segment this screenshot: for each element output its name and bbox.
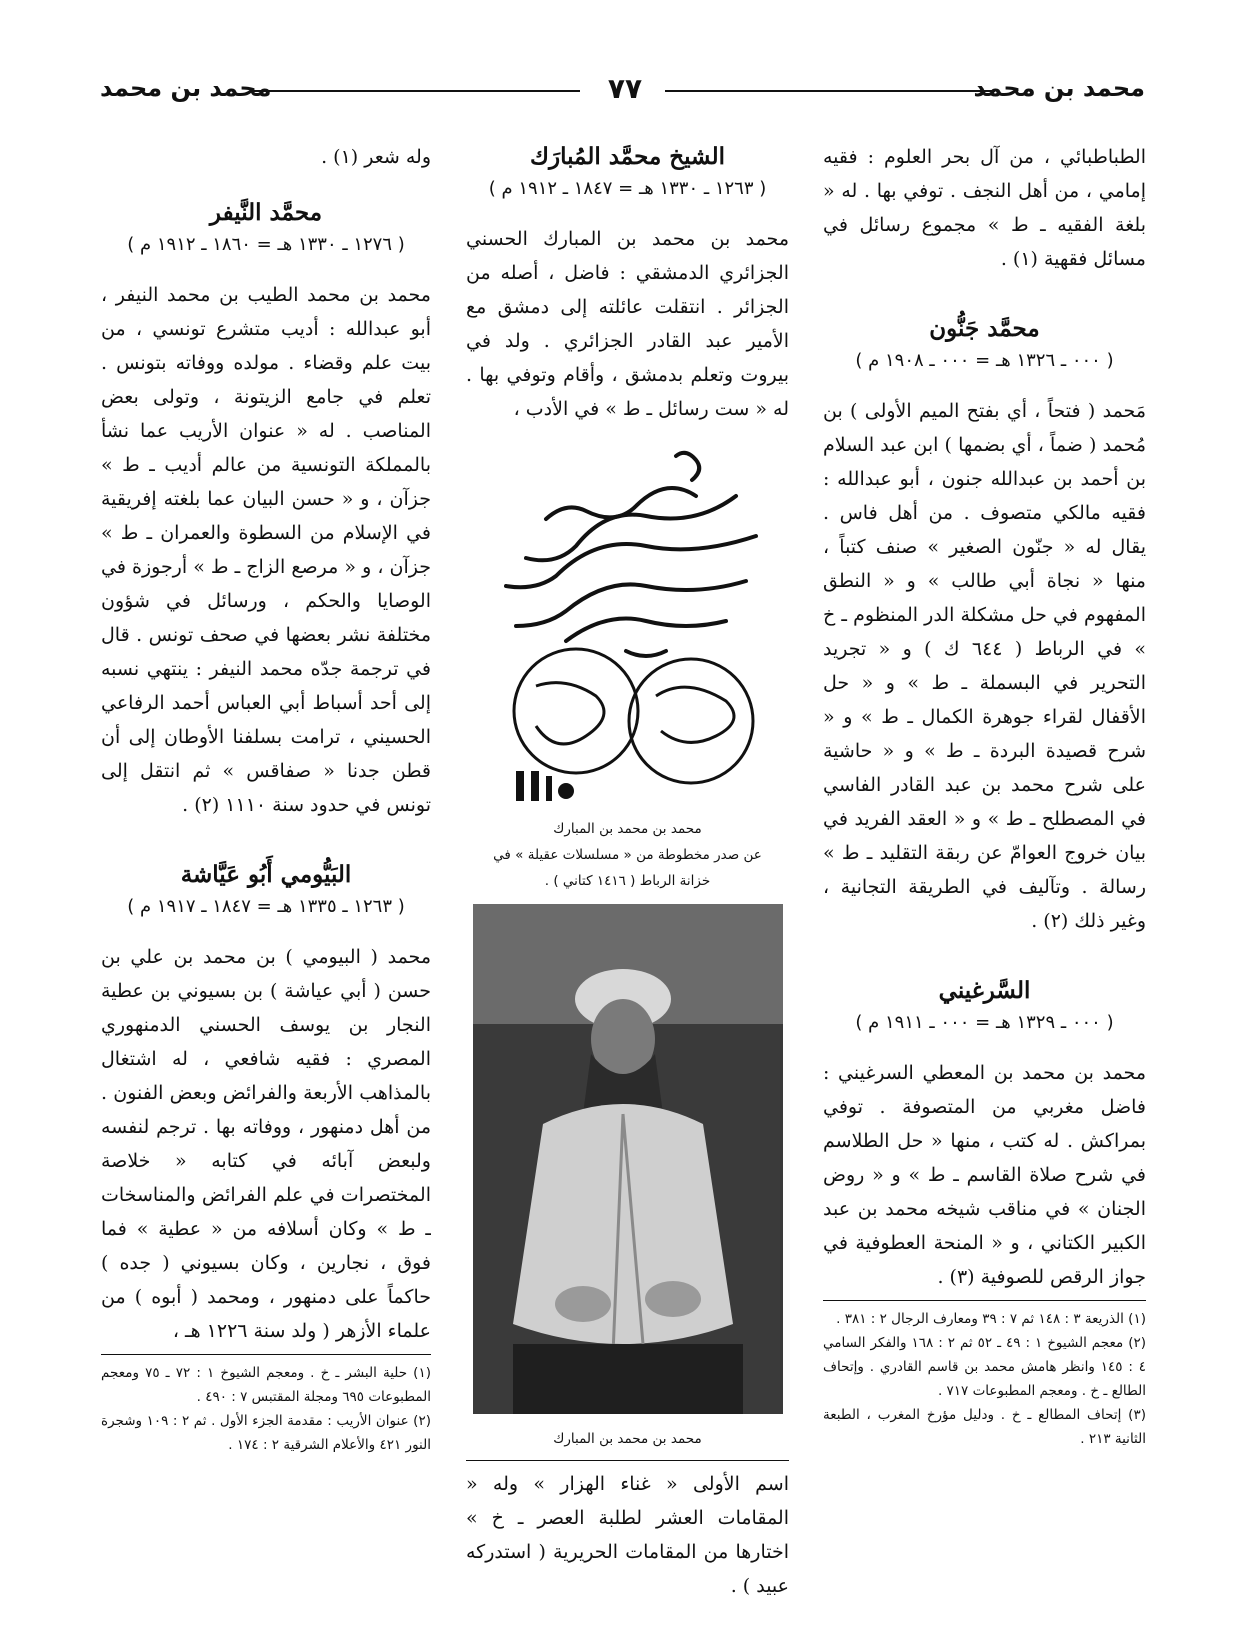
- entry-title-jannun: محمَّد جَنُّون: [929, 315, 1040, 342]
- entry-dates-sarghini: ( ٠٠٠ ـ ١٣٢٩ هـ = ٠٠٠ ـ ١٩١١ م ): [855, 1012, 1114, 1033]
- footnote: (٢) عنوان الأريب : مقدمة الجزء الأول . ثم ٢ : ١٠٩ وشجرة النور ٤٢١ والأعلام الشرقية ٢ : ١٧٤ .: [101, 1413, 431, 1453]
- manuscript-image: [466, 436, 789, 816]
- entry-dates-jannun: ( ٠٠٠ ـ ١٣٢٦ هـ = ٠٠٠ ـ ١٩٠٨ م ): [855, 350, 1114, 371]
- manuscript-caption-line: محمد بن محمد بن المبارك: [553, 821, 702, 837]
- column-right: [823, 140, 1146, 1620]
- portrait-caption: محمد بن محمد بن المبارك: [553, 1431, 702, 1447]
- entry-title-nayfar: محمَّد النَّيفر: [209, 199, 323, 226]
- footnote: (١) الذريعة ٣ : ١٤٨ ثم ٧ : ٣٩ ومعارف الرجال ٢ : ٣٨١ .: [836, 1311, 1146, 1327]
- entry-title-mubarak: الشيخ محمَّد المُبارَك: [530, 143, 725, 170]
- entry-body-jannun: مَحمد ( فتحاً ، أي بفتح الميم الأولى ) بن مُحمد ( ضماً ، أي بضمها ) ابن عبد السلام بن أحمد بن عبدالله جنون ، أبو عبدالله : فقيه مالكي متصوف . من أهل فاس . يقال له « جنّون الصغير » صنف كتباً ، منها « نجاة أبي طالب » و « النطق المفهوم في حل مشكلة الدر المنظوم ـ خ » في الرباط ( ٦٤٤ ك ) و « تجريد التحرير في البسملة ـ ط » و « حل الأقفال لقراء جوهرة الكمال ـ ط » و « شرح قصيدة البردة ـ ط » و « حاشية على شرح محمد بن عبد القادر الفاسي في المصطلح ـ ط » و « العقد الفريد في بيان خروج العوامّ عن ربقة التقليد ـ ط » رسالة . وتآليف في الطريقة التجانية ، وغير ذلك (٢) .: [823, 400, 1146, 932]
- header-word-right: محمد بن محمد: [973, 74, 1145, 102]
- header-word-left: محمد بن محمد: [100, 74, 272, 102]
- column-middle: [466, 140, 789, 1620]
- footnote-separator: [823, 1300, 1146, 1301]
- header-rule-left: [250, 90, 580, 92]
- entry-dates-nayfar: ( ١٢٧٦ ـ ١٣٣٠ هـ = ١٨٦٠ ـ ١٩١٢ م ): [127, 234, 405, 255]
- column-left: [101, 140, 431, 1620]
- entry-body-nayfar: محمد بن محمد الطيب بن محمد النيفر ، أبو عبدالله : أديب متشرع تونسي ، من بيت علم وقضاء . مولده ووفاته بتونس . تعلم في جامع الزيتونة ، وتولى بعض المناصب . له « عنوان الأريب عما نشأ بالمملكة التونسية من عالم أديب ـ ط » جزآن ، و « حسن البيان عما بلغته إفريقية في الإسلام من السطوة والعمران ـ ط » جزآن ، و « مرصع الزاج ـ ط » أرجوزة في الوصايا والحكم ، ورسائل في شؤون مختلفة نشر بعضها في صحف تونس . قال في ترجمة جدّه محمد النيفر : ينتهي نسبه إلى أحد أسباط أبي العباس أحمد الرفاعي الحسيني ، ترامت بسلفنا الأوطان إلى أن قطن جدنا « صفاقس » ثم انتقل إلى تونس في حدود سنة ١١١٠ (٢) .: [101, 284, 431, 816]
- portrait-photo: [473, 904, 783, 1414]
- entry-dates-bayyumi: ( ١٢٦٣ ـ ١٣٣٥ هـ = ١٨٤٧ ـ ١٩١٧ م ): [127, 896, 405, 917]
- footnote: (٣) إتحاف المطالع ـ خ . ودليل مؤرخ المغرب ، الطبعة الثانية ٢١٣ .: [823, 1407, 1146, 1447]
- entry-continuation-mubarak: اسم الأولى « غناء الهزار » وله « المقامات العشر لطلبة العصر ـ خ » اختارها من المقامات الحريرية ( استدركه عبيد ) .: [466, 1473, 789, 1597]
- entry-title-bayyumi: البَيُّومي أَبُو عَيَّاشة: [180, 861, 352, 888]
- entry-body-bayyumi: محمد ( البيومي ) بن محمد بن علي بن حسن ( أبي عياشة ) بن بسيوني بن عطية النجار بن يوسف الحسني الدمنهوري المصري : فقيه شافعي ، له اشتغال بالمذاهب الأربعة والفرائض وبعض الفنون . من أهل دمنهور ، ووفاته بها . ترجم لنفسه ولبعض آبائه في كتابه « خلاصة المختصرات في علم الفرائض والمناسخات ـ ط » وكان أسلافه من « عطية » فما فوق ، نجارين ، وكان بسيوني ( جده ) حاكماً على دمنهور ، ومحمد ( أبوه ) من علماء الأزهر ( ولد سنة ١٢٢٦ هـ ،: [101, 946, 431, 1342]
- manuscript-caption-line: عن صدر مخطوطة من « مسلسلات عقيلة » في: [493, 847, 762, 863]
- entry-dates-mubarak: ( ١٢٦٣ ـ ١٣٣٠ هـ = ١٨٤٧ ـ ١٩١٢ م ): [488, 178, 767, 199]
- footnote: (١) حلية البشر ـ خ . ومعجم الشيوخ ١ : ٧٢ ـ ٧٥ ومعجم المطبوعات ٦٩٥ ومجلة المقتبس ٧ : ٤٩٠ .: [101, 1365, 431, 1405]
- footnote: (٢) معجم الشيوخ ١ : ٤٩ ـ ٥٢ ثم ٢ : ١٦٨ والفكر السامي ٤ : ١٤٥ وانظر هامش محمد بن قاسم القادري . وإتحاف الطالع ـ خ . ومعجم المطبوعات ٧١٧ .: [823, 1335, 1146, 1399]
- entry-body-sarghini: محمد بن محمد بن المعطي السرغيني : فاضل مغربي من المتصوفة . توفي بمراكش . له كتب ، منها « حل الطلاسم في شرح صلاة القاسم ـ ط » و « روض الجنان » في مناقب شيخه محمد بن عبد الكبير الكتاني ، و « المنحة العطوفية في جواز الرقص للصوفية (٣) .: [823, 1062, 1146, 1288]
- running-header: [100, 74, 1145, 114]
- manuscript-caption-line: خزانة الرباط ( ١٤١٦ كتاني ) .: [544, 873, 711, 889]
- manuscript-handwriting-illustration: [466, 436, 789, 816]
- portrait-illustration: [473, 904, 783, 1414]
- entry-continuation: وله شعر (١) .: [321, 146, 431, 168]
- footnote-separator: [101, 1354, 431, 1355]
- entry-body-mubarak: محمد بن محمد بن المبارك الحسني الجزائري الدمشقي : فاضل ، أصله من الجزائر . انتقلت عائلته إلى دمشق مع الأمير عبد القادر الجزائري . ولد في بيروت وتعلم بدمشق ، وأقام وتوفي بها . له « ست رسائل ـ ط » في الأدب ،: [466, 228, 789, 420]
- entry-continuation: الطباطبائي ، من آل بحر العلوم : فقيه إمامي ، من أهل النجف . توفي بها . له « بلغة الفقيه ـ ط » مجموع رسائل في مسائل فقهية (١) .: [823, 146, 1146, 270]
- header-rule-right: [665, 90, 995, 92]
- entry-title-sarghini: السَّرغيني: [938, 977, 1031, 1004]
- page-number: ٧٧: [607, 72, 643, 105]
- separator: [466, 1460, 789, 1461]
